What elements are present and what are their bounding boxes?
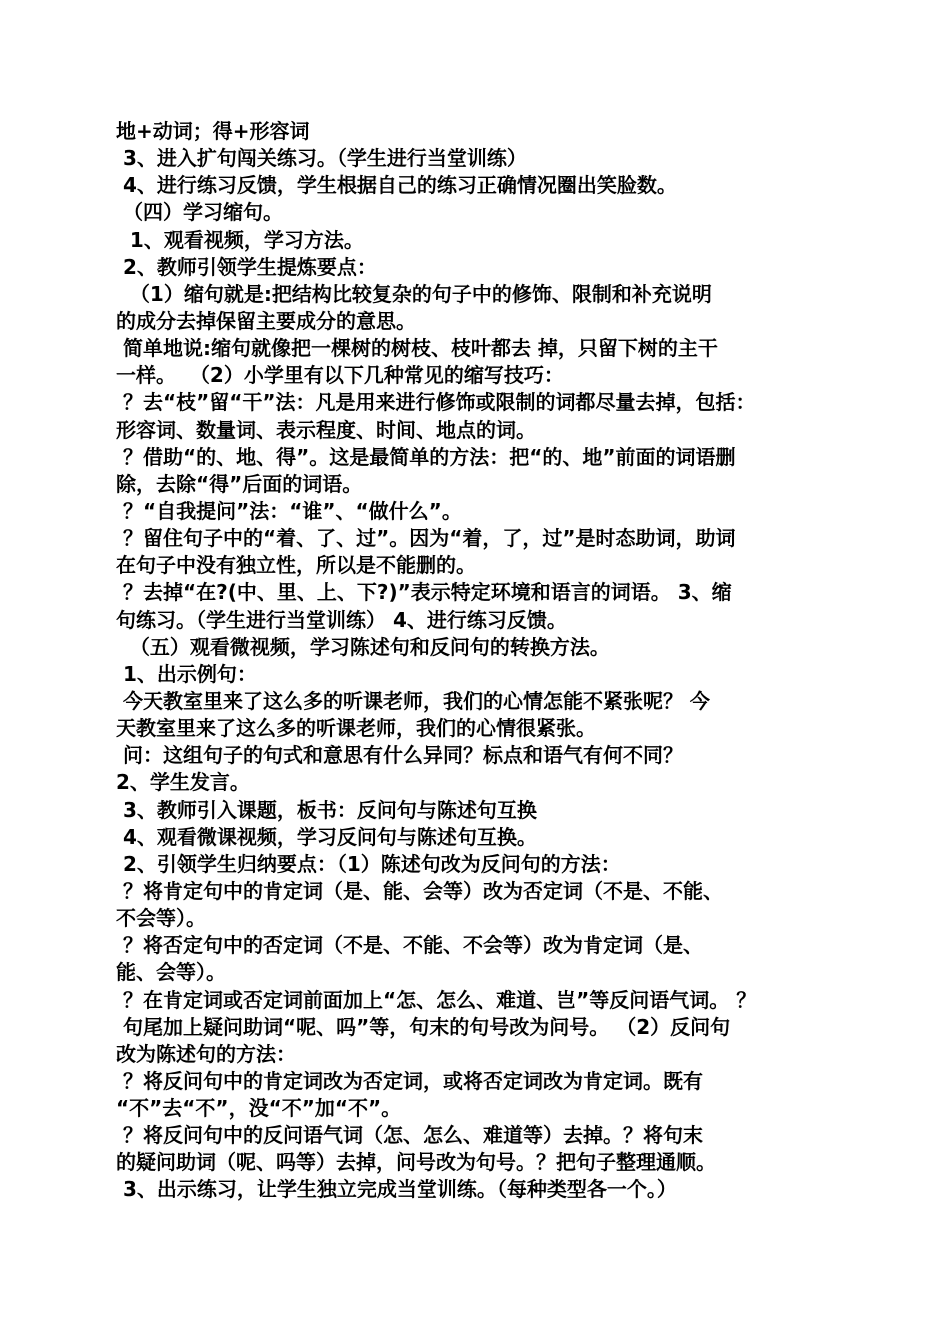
text-line: 2、教师引领学生提炼要点： — [116, 254, 377, 279]
text-line: 3、出示练习，让学生独立完成当堂训练。（每种类型各一个。） — [116, 1177, 677, 1202]
text-line: 地+动词；得+形容词 — [116, 119, 310, 143]
text-line: 形容词、数量词、表示程度、时间、地点的词。 — [116, 417, 536, 442]
text-line: 不会等）。 — [116, 906, 206, 931]
text-line: （1）缩句就是:把结构比较复杂的句子中的修饰、限制和补充说明 — [116, 281, 712, 306]
text-line: 在句子中没有独立性，所以是不能删的。 — [116, 553, 476, 578]
text-line: ？“自我提问”法：“谁”、“做什么”。 — [116, 498, 462, 523]
text-line: ？去“枝”留“干”法：凡是用来进行修饰或限制的词都尽量去掉，包括： — [116, 390, 756, 415]
document-body — [116, 118, 851, 1204]
text-line: ？去掉“在?(中、里、上、下?)”表示特定环境和语言的词语。 3、缩 — [116, 580, 732, 605]
text-line: 的成分去掉保留主要成分的意思。 — [116, 308, 416, 333]
text-line: 天教室里来了这么多的听课老师，我们的心情很紧张。 — [116, 716, 596, 741]
text-line: 句尾加上疑问助词“呢、吗”等，句末的句号改为问号。 （2）反问句 — [116, 1014, 731, 1039]
section-heading: （五）观看微视频，学习陈述句和反问句的转换方法。 — [116, 634, 610, 659]
text-line: ？留住句子中的“着、了、过”。因为“着，了，过”是时态助词，助词 — [116, 526, 736, 551]
text-line: 除，去除“得”后面的词语。 — [116, 471, 363, 496]
text-line: ？将否定句中的否定词（不是、不能、不会等）改为肯定词（是、 — [116, 933, 703, 958]
text-line: 能、会等）。 — [116, 960, 226, 985]
section-heading: （四）学习缩句。 — [116, 200, 283, 225]
text-line: 1、出示例句： — [116, 661, 257, 686]
text-line: 2、学生发言。 — [116, 770, 250, 795]
text-line: 4、进行练习反馈，学生根据自己的练习正确情况圈出笑脸数。 — [116, 173, 677, 198]
text-line: 一样。 （2）小学里有以下几种常见的缩写技巧： — [116, 363, 564, 388]
text-line: 简单地说:缩句就像把一棵树的树枝、枝叶都去 掉，只留下树的主干 — [116, 336, 718, 361]
text-line: ？将反问句中的反问语气词（怎、怎么、难道等）去掉。？将句末 — [116, 1123, 703, 1148]
text-line: 问：这组句子的句式和意思有什么异同？标点和语气有何不同？ — [116, 743, 683, 768]
text-line: 3、教师引入课题，板书：反问句与陈述句互换 — [116, 797, 537, 822]
text-line: 4、观看微课视频，学习反问句与陈述句互换。 — [116, 824, 537, 849]
text-line: 句练习。（学生进行当堂训练） 4、进行练习反馈。 — [116, 607, 567, 632]
text-line: 改为陈述句的方法： — [116, 1041, 296, 1066]
text-line: “不”去“不”，没“不”加“不”。 — [116, 1096, 402, 1121]
text-line: ？将反问句中的肯定词改为否定词，或将否定词改为肯定词。既有 — [116, 1068, 703, 1093]
text-line: ？将肯定句中的肯定词（是、能、会等）改为否定词（不是、不能、 — [116, 878, 723, 903]
text-line: 1、观看视频，学习方法。 — [116, 227, 364, 252]
text-line: ？借助“的、地、得”。这是最简单的方法：把“的、地”前面的词语删 — [116, 444, 736, 469]
text-line: 的疑问助词（呢、吗等）去掉，问号改为句号。？把句子整理通顺。 — [116, 1150, 716, 1175]
text-line: ？在肯定词或否定词前面加上“怎、怎么、难道、岂”等反问语气词。 ？ — [116, 987, 757, 1012]
text-line: 今天教室里来了这么多的听课老师，我们的心情怎能不紧张呢？ 今 — [116, 688, 710, 713]
text-line: 3、进入扩句闯关练习。（学生进行当堂训练） — [116, 146, 527, 171]
text-line: 2、引领学生归纳要点：（1）陈述句改为反问句的方法： — [116, 851, 621, 876]
